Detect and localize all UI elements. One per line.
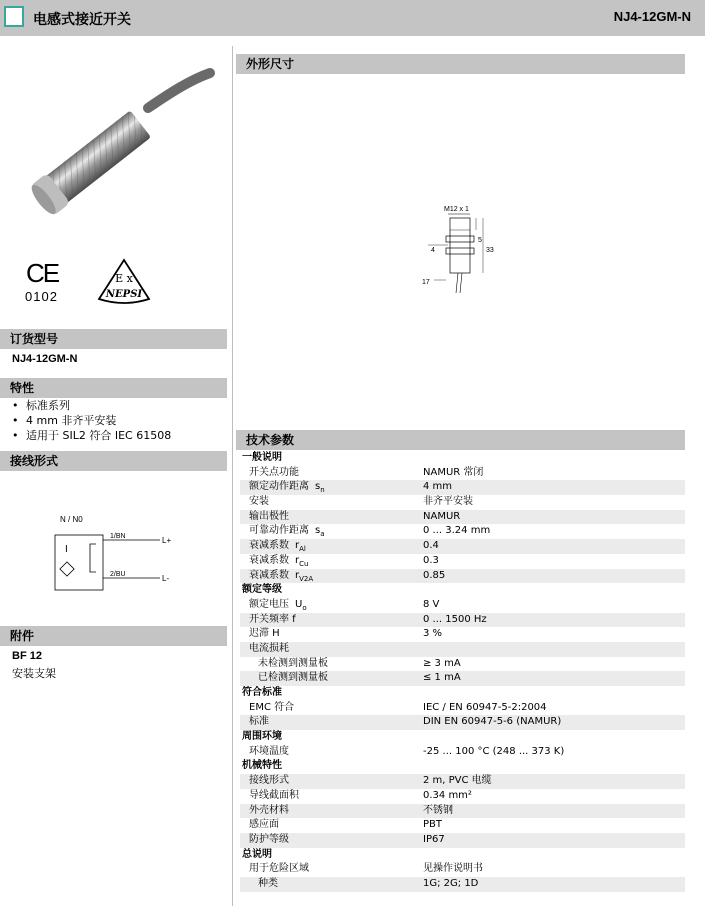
spec-label: 接线形式 [249,775,289,787]
ex-nepsi-icon [96,257,152,305]
svg-text:1/BN: 1/BN [110,533,126,540]
spec-value: ≤ 1 mA [423,672,461,684]
spec-symbol: r [295,554,300,566]
spec-value: 0 ... 3.24 mm [423,525,491,537]
spec-row [240,480,685,495]
ce-number: 0102 [25,289,58,304]
spec-symbol: s [315,481,321,493]
dimension-drawing [420,200,500,295]
spec-value: ≥ 3 mA [423,657,461,669]
spec-category-label: 额定等级 [242,584,282,596]
spec-row [240,833,685,848]
spec-row [240,671,685,686]
accessories-section-header: 附件 [0,626,227,646]
spec-table [240,451,685,892]
spec-value: 0.4 [423,540,439,552]
spec-value: IEC / EN 60947-5-2:2004 [423,701,547,713]
feature-item: • 适用于 SIL2 符合 IEC 61508 [12,428,171,443]
feature-item: • 4 mm 非齐平安装 [12,413,171,428]
spec-label: 用于危险区域 [249,863,309,875]
product-photo [20,58,220,238]
spec-value: 非齐平安装 [423,496,473,508]
spec-category-row [240,451,685,466]
spec-value: 8 V [423,598,440,610]
spec-value: NAMUR [423,510,461,522]
spec-category-label: 一般说明 [242,452,282,463]
spec-row [240,701,685,716]
spec-symbol: s [315,525,321,537]
spec-category-row [240,759,685,774]
spec-row [240,642,685,657]
svg-text:17: 17 [422,279,430,286]
spec-value: 1G; 2G; 1D [423,877,479,889]
wiring-diagram [50,510,200,595]
spec-row [240,715,685,730]
spec-row [240,774,685,789]
spec-row [240,510,685,525]
spec-row [240,569,685,584]
spec-label: 安装 [249,496,269,508]
spec-value: 2 m, PVC 电缆 [423,775,492,787]
tech-section-header: 技术参数 [236,430,685,450]
spec-label: 外壳材料 [249,804,289,816]
svg-text:L-: L- [162,574,170,583]
spec-row [240,554,685,569]
spec-label: 额定电压 $U_o$ [249,598,307,612]
spec-category-label: 机械特性 [242,760,282,772]
svg-text:L+: L+ [162,536,172,545]
spec-row [240,524,685,539]
spec-label: 导线截面积 [249,789,299,801]
spec-category-label: 总说明 [242,848,272,860]
svg-text:NEPSI: NEPSI [105,289,143,300]
spec-label: 衰减系数 $r_{V2A}$ [249,569,314,583]
spec-row [240,804,685,819]
svg-text:33: 33 [486,247,494,254]
spec-value: 4 mm [423,481,453,493]
spec-symbol: r [295,540,300,552]
spec-value: 0.34 mm² [423,789,472,801]
spec-label: 未检测到测量板 [258,657,328,669]
svg-text:4: 4 [431,247,435,254]
svg-text:M12 x 1: M12 x 1 [444,206,469,213]
spec-label: 衰减系数 $r_{Al}$ [249,540,306,554]
spec-value: NAMUR 常闭 [423,466,484,478]
spec-value: 不锈钢 [423,804,453,816]
spec-label: 环境温度 [249,745,289,757]
title-bar [0,0,705,36]
feature-item: • 标准系列 [12,398,171,413]
spec-row [240,745,685,760]
spec-value: -25 ... 100 °C (248 ... 373 K) [423,745,565,757]
svg-text:2/BU: 2/BU [110,571,126,578]
dimensions-section-header: 外形尺寸 [236,54,685,74]
ce-mark: CE [26,258,59,288]
column-divider [232,46,233,906]
spec-row [240,789,685,804]
spec-category-row [240,848,685,863]
spec-label: 开关点功能 [249,466,299,478]
spec-label: 电流损耗 [249,642,289,654]
spec-row [240,495,685,510]
spec-symbol: r [295,569,300,581]
features-section-header: 特性 [0,378,227,398]
spec-label: 已检测到测量板 [258,672,328,684]
spec-row [240,657,685,672]
spec-label: 开关频率 f [249,613,296,625]
spec-label: 输出极性 [249,510,289,522]
spec-value: 见操作说明书 [423,863,483,875]
spec-label: 种类 [258,877,278,889]
accessory-code: BF 12 [12,650,42,662]
spec-label: 标准 [249,716,269,728]
spec-label: 防护等级 [249,833,289,845]
spec-row [240,466,685,481]
spec-row [240,539,685,554]
spec-label: EMC 符合 [249,701,295,713]
spec-category-row [240,583,685,598]
spec-category-label: 周围环境 [242,731,282,743]
spec-label: 感应面 [249,819,279,831]
spec-value: 0.3 [423,554,439,566]
model-number: NJ4-12GM-N [613,9,691,24]
spec-label: 迟滞 H [249,628,280,640]
accessory-description: 安装支架 [12,667,56,680]
header-square-icon [4,6,24,27]
spec-symbol: U [295,598,303,610]
feature-list [12,398,171,443]
svg-text:I: I [65,544,68,555]
spec-value: PBT [423,819,442,831]
svg-text:N / N0: N / N0 [60,515,83,524]
spec-label: 额定动作距离 $s_n$ [249,481,325,495]
spec-value: IP67 [423,833,445,845]
order-section-header: 订货型号 [0,329,227,349]
spec-value: DIN EN 60947-5-6 (NAMUR) [423,716,562,728]
spec-label: 衰减系数 $r_{Cu}$ [249,554,309,568]
spec-row [240,598,685,613]
spec-value: 0.85 [423,569,446,581]
svg-text:5: 5 [478,237,482,244]
svg-text:E x: E x [115,272,133,285]
spec-row [240,627,685,642]
page-title: 电感式接近开关 [33,12,131,28]
spec-row [240,613,685,628]
order-code: NJ4-12GM-N [12,353,78,365]
spec-category-row [240,730,685,745]
spec-category-row [240,686,685,701]
spec-row [240,877,685,892]
spec-row [240,818,685,833]
wiring-section-header: 接线形式 [0,451,227,471]
spec-label: 可靠动作距离 $s_a$ [249,525,325,539]
spec-value: 3 % [423,628,443,640]
spec-row [240,862,685,877]
spec-category-label: 符合标准 [242,687,282,698]
spec-value: 0 ... 1500 Hz [423,613,487,625]
